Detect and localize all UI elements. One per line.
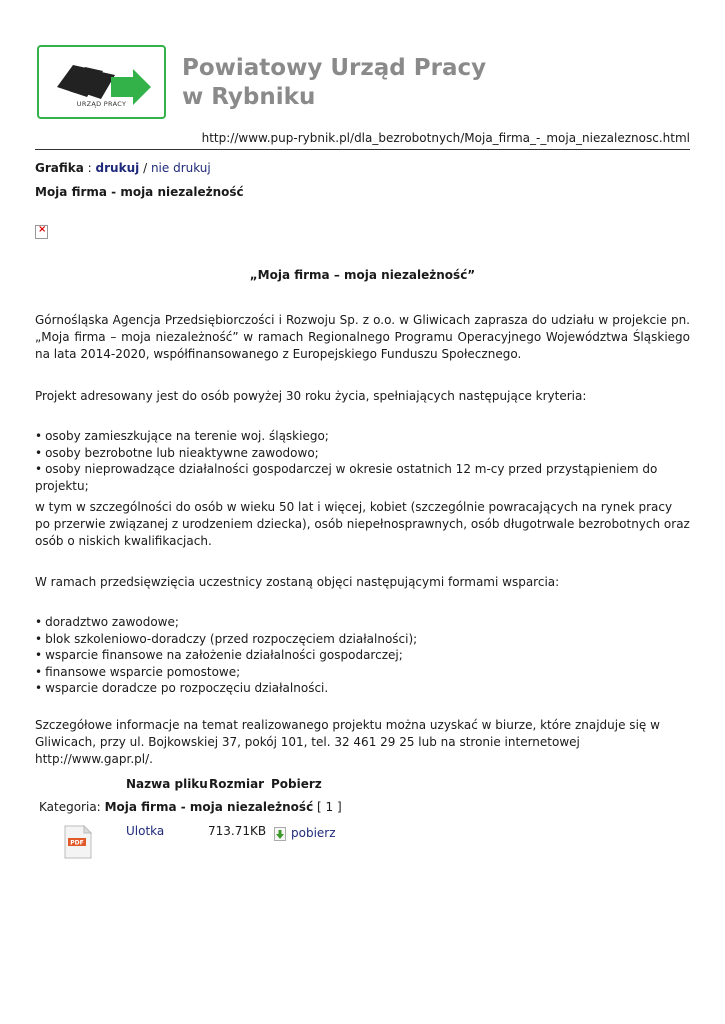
print-separator: : bbox=[87, 161, 92, 175]
support-list bbox=[35, 614, 690, 697]
print-label: Grafika bbox=[35, 161, 84, 175]
list-item: • osoby zamieszkujące na terenie woj. śląskiego; bbox=[35, 428, 690, 445]
print-slash: / bbox=[143, 161, 148, 175]
target-groups-paragraph: w tym w szczególności do osób w wieku 50 lat i więcej, kobiet (szczególnie powracających na rynek pracy po przerwie związanej z urodzeniem dziecka), osób niepełnosprawnych, osób długotrwale bezrobotnych oraz osób o niskich kwalifikacjach. bbox=[35, 500, 690, 548]
details-paragraph: Szczegółowe informacje na temat realizowanego projektu można uzyskać w biurze, które znajduje się w Gliwicach, przy ul. Bojkowskiej 37, pokój 101, tel. 32 461 29 25 lub na stronie internetowej http://www.gapr.pl/. bbox=[35, 718, 660, 766]
page-title: Moja firma - moja niezależność bbox=[35, 185, 244, 199]
list-item: • doradztwo zawodowe; bbox=[35, 614, 690, 631]
column-header-download: Pobierz bbox=[271, 777, 322, 791]
file-category bbox=[39, 800, 342, 814]
site-header bbox=[35, 44, 690, 119]
list-item: • finansowe wsparcie pomostowe; bbox=[35, 664, 690, 681]
download-icon[interactable] bbox=[274, 827, 286, 841]
intro-paragraph: Górnośląska Agencja Przedsiębiorczości i Rozwoju Sp. z o.o. w Gliwicach zaprasza do udziału w projekcie pn. „Moja firma – moja niezależność” w ramach Regionalnego Programu Operacyjnego Województwa Śląskiego na lata 2014-2020, współfinansowanego z Europejskiego Funduszu Społecznego. bbox=[35, 313, 690, 361]
list-item: • blok szkoleniowo-doradczy (przed rozpoczęciem działalności); bbox=[35, 631, 690, 648]
article-title: „Moja firma – moja niezależność” bbox=[249, 268, 476, 282]
logo-caption: URZĄD PRACY bbox=[76, 100, 127, 108]
criteria-list bbox=[35, 428, 690, 494]
org-name-line1: Powiatowy Urząd Pracy bbox=[182, 55, 487, 81]
list-item: • osoby nieprowadzące działalności gospodarczej w okresie ostatnich 12 m-cy przed przystąpieniem do projektu; bbox=[35, 461, 690, 494]
file-size: 713.71KB bbox=[208, 824, 267, 838]
logo[interactable] bbox=[37, 45, 166, 119]
pdf-icon[interactable] bbox=[64, 825, 92, 859]
svg-text:PDF: PDF bbox=[70, 839, 84, 847]
file-name-link[interactable]: Ulotka bbox=[126, 824, 165, 838]
divider bbox=[35, 149, 690, 150]
support-intro: W ramach przedsięwzięcia uczestnicy zostaną objęci następującymi formami wsparcia: bbox=[35, 575, 560, 589]
print-options bbox=[35, 161, 211, 175]
category-label: Kategoria: bbox=[39, 800, 101, 814]
list-item: • wsparcie doradcze po rozpoczęciu działalności. bbox=[35, 680, 690, 697]
page-url: http://www.pup-rybnik.pl/dla_bezrobotnych/Moja_firma_-_moja_niezaleznosc.html bbox=[201, 131, 690, 145]
organization-name bbox=[182, 54, 486, 112]
column-header-name: Nazwa pliku bbox=[126, 777, 208, 791]
org-name-line2: w Rybniku bbox=[182, 84, 316, 110]
category-count: [ 1 ] bbox=[317, 800, 342, 814]
criteria-intro: Projekt adresowany jest do osób powyżej 30 roku życia, spełniających następujące kryteria: bbox=[35, 389, 587, 403]
no-print-link[interactable]: nie drukuj bbox=[150, 161, 211, 175]
category-name: Moja firma - moja niezależność bbox=[104, 800, 314, 814]
download-link[interactable]: pobierz bbox=[291, 826, 336, 840]
list-item: • osoby bezrobotne lub nieaktywne zawodowo; bbox=[35, 445, 690, 462]
broken-image-icon: × bbox=[35, 225, 48, 239]
print-link[interactable]: drukuj bbox=[95, 161, 140, 175]
list-item: • wsparcie finansowe na założenie działalności gospodarczej; bbox=[35, 647, 690, 664]
column-header-size: Rozmiar bbox=[209, 777, 265, 791]
